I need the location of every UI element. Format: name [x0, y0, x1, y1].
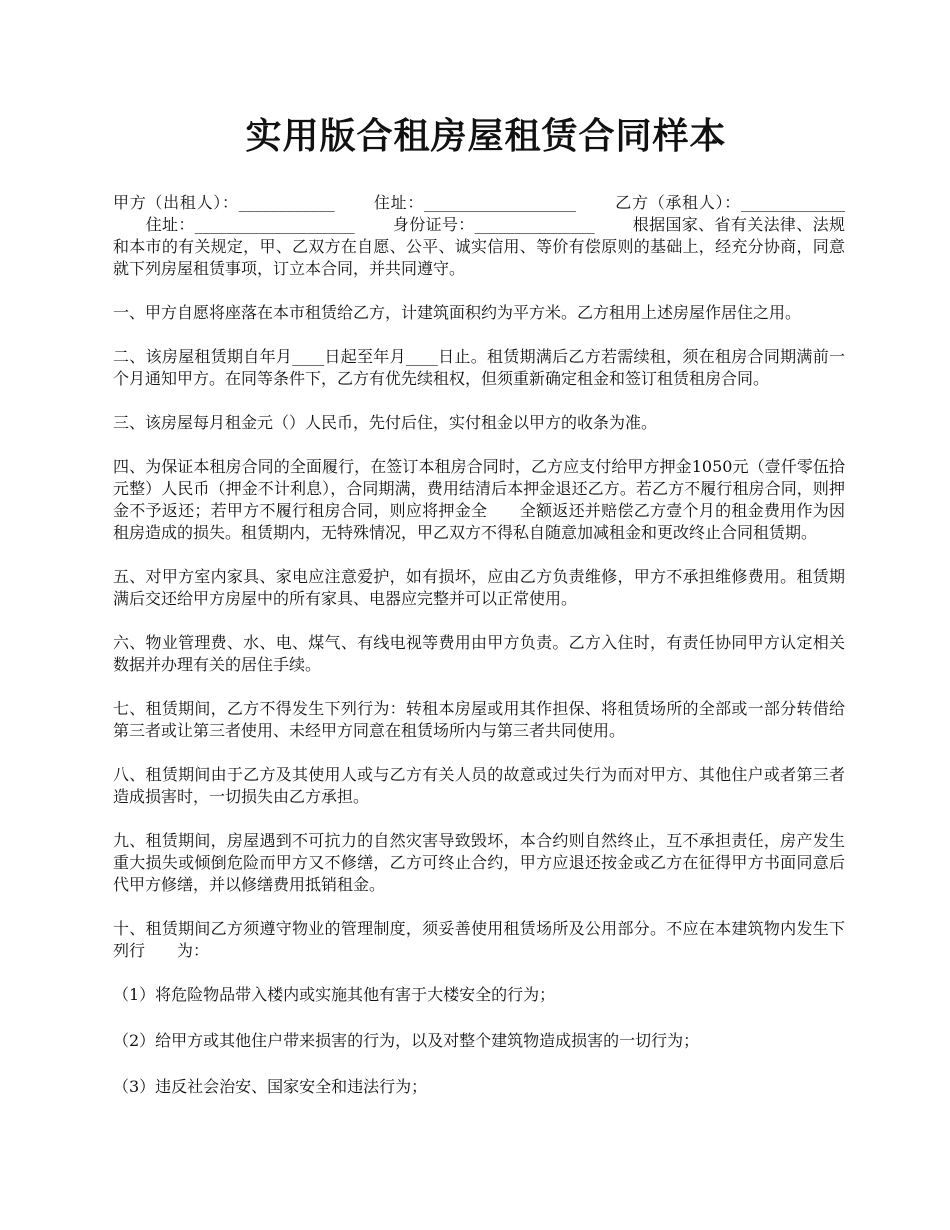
clause-9: 九、租赁期间，房屋遇到不可抗力的自然灾害导致毁坏，本合约则自然终止，互不承担责任，房产发生重大损失或倾倒危险而甲方又不修缮，乙方可终止合约，甲方应退还按金或乙方在征得甲方书面同意后代甲方修缮，并以修缮费用抵销租金。	[113, 831, 845, 894]
clause-10-item-3: （3）违反社会治安、国家安全和违法行为；	[113, 1077, 428, 1096]
clause-2: 二、该房屋租赁期自年月____日起至年月____日止。租赁期满后乙方若需续租，须在租房合同期满前一个月通知甲方。在同等条件下，乙方有优先续租权，但须重新确定租金和签订租赁租房合同。	[113, 347, 845, 388]
clause-6: 六、物业管理费、水、电、煤气、有线电视等费用由甲方负责。乙方入住时，有责任协同甲方认定相关数据并办理有关的居住手续。	[113, 633, 845, 674]
clause-1: 一、甲方自愿将座落在本市租赁给乙方，计建筑面积约为平方米。乙方租用上述房屋作居住之用。	[113, 303, 802, 322]
clause-10-item-2: （2）给甲方或其他住户带来损害的行为，以及对整个建筑物造成损害的一切行为；	[113, 1031, 700, 1050]
clause-10-item-1: （1）将危险物品带入楼内或实施其他有害于大楼安全的行为；	[113, 985, 556, 1004]
clause-8: 八、租赁期间由于乙方及其使用人或与乙方有关人员的故意或过失行为而对甲方、其他住户或者第三者造成损害时，一切损失由乙方承担。	[113, 765, 845, 806]
clause-3: 三、该房屋每月租金元（）人民币，先付后住，实付租金以甲方的收条为准。	[113, 413, 658, 432]
clause-4: 四、为保证本租房合同的全面履行，在签订本租房合同时，乙方应支付给甲方押金1050元（壹仟零伍拾元整）人民币（押金不计利息），合同期满，费用结清后本押金退还乙方。若乙方不履行租房合同，则押金不予返还；若甲方不履行租房合同，则应将押金全 全额返还并赔偿乙方壹个月的租金费用作为因租房造成的损失。租赁期内，无特殊情况，甲乙双方不得私自随意加减租金和更改终止合同租赁期。	[113, 457, 845, 542]
clause-10: 十、租赁期间乙方须遵守物业的管理制度，须妥善使用租赁场所及公用部分。不应在本建筑物内发生下列行 为：	[113, 919, 845, 960]
document-page	[113, 112, 845, 1122]
contract-header-parties: 甲方（出租人）：____________ 住址：___________________ 乙方（承租人）：_____________ 住址：____________________ 身份证号：_______________ 根据国家、省有关法律、法规和本市的有关规定，甲、乙双方在自愿、公平、诚实信用、等价有偿原则的基础上，经充分协商，同意就下列房屋租赁事项，订立本合同，并共同遵守。	[113, 193, 845, 278]
clause-5: 五、对甲方室内家具、家电应注意爱护，如有损坏，应由乙方负责维修，甲方不承担维修费用。租赁期满后交还给甲方房屋中的所有家具、电器应完整并可以正常使用。	[113, 567, 845, 608]
document-title: 实用版合租房屋租赁合同样本	[245, 115, 727, 157]
clause-7: 七、租赁期间，乙方不得发生下列行为：转租本房屋或用其作担保、将租赁场所的全部或一部分转借给第三者或让第三者使用、未经甲方同意在租赁场所内与第三者共同使用。	[113, 699, 845, 740]
